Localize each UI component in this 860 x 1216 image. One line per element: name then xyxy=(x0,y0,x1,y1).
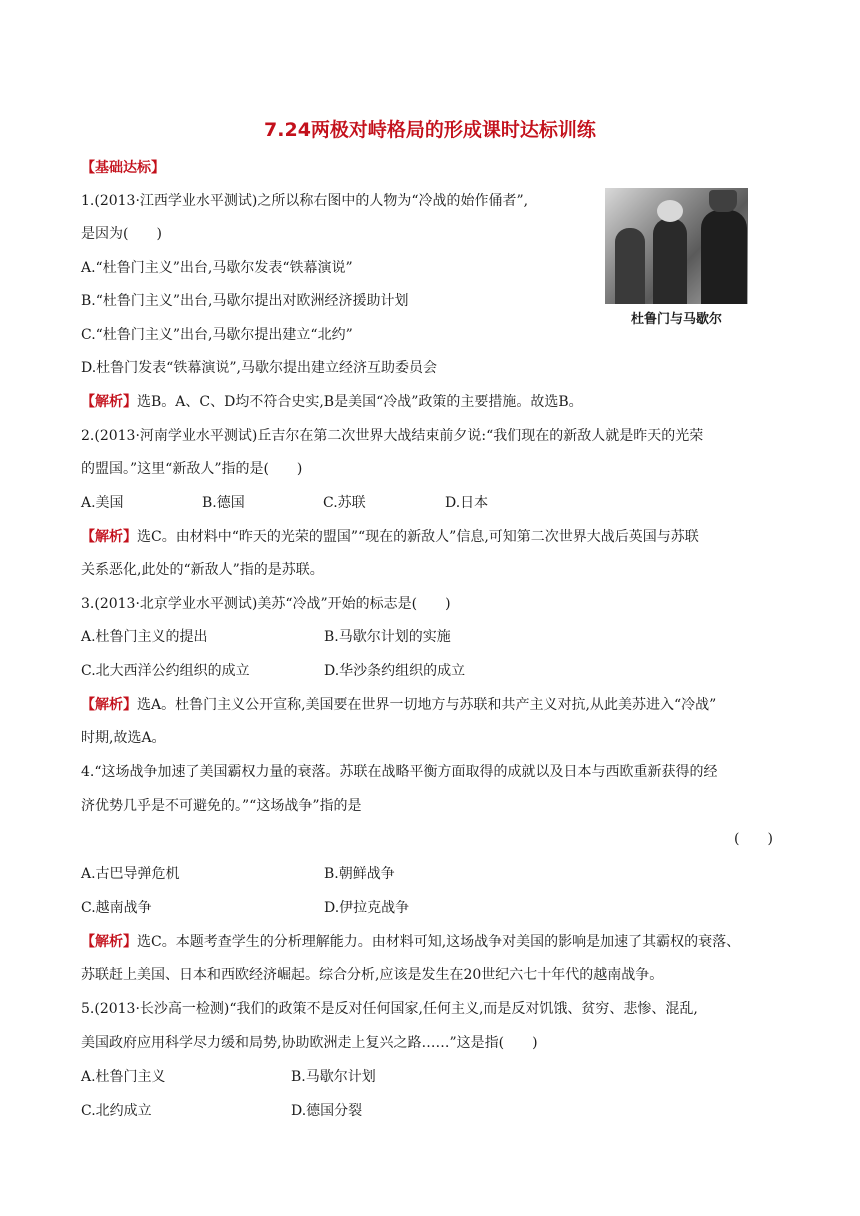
q4-option-c: C.越南战争 xyxy=(81,900,152,916)
analysis-label: 【解析】 xyxy=(81,697,137,713)
q1-option-d: D.杜鲁门发表“铁幕演说”,马歇尔提出建立经济互助委员会 xyxy=(81,360,437,376)
q5-option-a: A.杜鲁门主义 xyxy=(81,1069,166,1085)
q4-analysis-line2: 苏联赶上美国、日本和西欧经济崛起。综合分析,应该是发生在20世纪六七十年代的越南战争。 xyxy=(81,967,664,983)
analysis-label: 【解析】 xyxy=(81,529,137,545)
q2-analysis-line1 xyxy=(81,528,699,546)
q1-stem-line1: 1.(2013·江西学业水平测试)之所以称右图中的人物为“冷战的始作俑者”, xyxy=(81,193,529,209)
photo-caption: 杜鲁门与马歇尔 xyxy=(630,312,722,327)
q2-option-a: A.美国 xyxy=(81,495,124,511)
q2-analysis-text: 选C。由材料中“昨天的光荣的盟国”“现在的新敌人”信息,可知第二次世界大战后英国与苏联 xyxy=(137,529,699,545)
q2-analysis-line2: 关系恶化,此处的“新敌人”指的是苏联。 xyxy=(81,562,324,578)
q2-stem-line1: 2.(2013·河南学业水平测试)丘吉尔在第二次世界大战结束前夕说:“我们现在的新敌人就是昨天的光荣 xyxy=(81,428,704,444)
q5-option-c: C.北约成立 xyxy=(81,1103,152,1119)
q4-stem-line2: 济优势几乎是不可避免的。”“这场战争”指的是 xyxy=(81,798,362,814)
q4-answer-paren: ( ) xyxy=(734,831,773,847)
q4-option-d: D.伊拉克战争 xyxy=(324,900,410,916)
q3-option-c: C.北大西洋公约组织的成立 xyxy=(81,663,250,679)
q1-stem-line2: 是因为( ) xyxy=(81,226,162,242)
q3-option-a: A.杜鲁门主义的提出 xyxy=(81,629,208,645)
q4-analysis-line1 xyxy=(81,933,740,951)
page-title: 7.24两极对峙格局的形成课时达标训练 xyxy=(264,119,596,141)
q2-option-d: D.日本 xyxy=(445,495,489,511)
q5-option-b: B.马歇尔计划 xyxy=(291,1069,376,1085)
section-heading: 【基础达标】 xyxy=(81,160,165,176)
q3-option-d: D.华沙条约组织的成立 xyxy=(324,663,466,679)
historical-photo xyxy=(605,188,748,304)
q1-option-c: C.“杜鲁门主义”出台,马歇尔提出建立“北约” xyxy=(81,327,353,343)
q3-option-b: B.马歇尔计划的实施 xyxy=(324,629,451,645)
q5-option-d: D.德国分裂 xyxy=(291,1103,363,1119)
q1-analysis xyxy=(81,393,583,411)
q3-analysis-line1 xyxy=(81,696,716,714)
q3-analysis-text: 选A。杜鲁门主义公开宣称,美国要在世界一切地方与苏联和共产主义对抗,从此美苏进入“冷战” xyxy=(137,697,717,713)
analysis-label: 【解析】 xyxy=(81,394,137,410)
q1-option-a: A.“杜鲁门主义”出台,马歇尔发表“铁幕演说” xyxy=(81,260,353,276)
q4-option-b: B.朝鲜战争 xyxy=(324,866,395,882)
q4-stem-line1: 4.“这场战争加速了美国霸权力量的衰落。苏联在战略平衡方面取得的成就以及日本与西欧重新获得的经 xyxy=(81,764,718,780)
q3-analysis-line2: 时期,故选A。 xyxy=(81,730,166,746)
q1-analysis-text: 选B。A、C、D均不符合史实,B是美国“冷战”政策的主要措施。故选B。 xyxy=(137,394,583,410)
q4-analysis-text: 选C。本题考查学生的分析理解能力。由材料可知,这场战争对美国的影响是加速了其霸权的衰落、 xyxy=(137,934,741,950)
analysis-label: 【解析】 xyxy=(81,934,137,950)
q5-stem-line2: 美国政府应用科学尽力缓和局势,协助欧洲走上复兴之路……”这是指( ) xyxy=(81,1035,538,1051)
q2-option-c: C.苏联 xyxy=(323,495,366,511)
q5-stem-line1: 5.(2013·长沙高一检测)“我们的政策不是反对任何国家,任何主义,而是反对饥饿、贫穷、悲惨、混乱, xyxy=(81,1001,698,1017)
q3-stem: 3.(2013·北京学业水平测试)美苏“冷战”开始的标志是( ) xyxy=(81,596,451,612)
q1-option-b: B.“杜鲁门主义”出台,马歇尔提出对欧洲经济援助计划 xyxy=(81,293,409,309)
q2-stem-line2: 的盟国。”这里“新敌人”指的是( ) xyxy=(81,461,303,477)
q4-option-a: A.古巴导弹危机 xyxy=(81,866,180,882)
q2-option-b: B.德国 xyxy=(202,495,245,511)
